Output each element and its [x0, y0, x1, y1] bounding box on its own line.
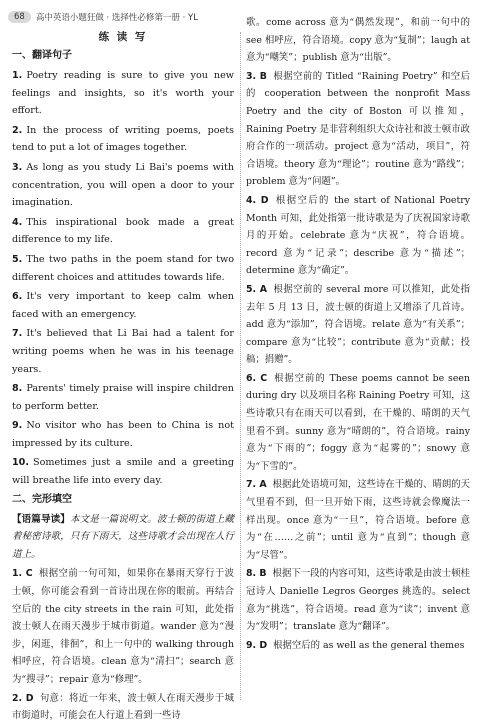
passage-guide [12, 511, 234, 564]
page-number-badge: 68 [8, 11, 31, 23]
sentence-item: 10. Sometimes just a smile and a greeting will breathe life into every day. [12, 457, 234, 487]
sentence-item: 8. Parents' timely praise will inspire children to perform better. [12, 383, 234, 412]
page-header [8, 8, 198, 26]
guide-text: 本文是一篇说明文。波士顿的街道上藏着秘密诗歌，只有下雨天，这些诗歌才会出现在人行道上。 [12, 513, 235, 560]
guide-tag: 【语篇导读】 [12, 513, 70, 525]
sentence-item: 1. Poetry reading is sure to give you new feelings and insights, so it's worth your effort. [12, 70, 234, 117]
answer-explanation: 歌。come across 意为“偶然发现”，和前一句中的 see 相呼应，符合语境。copy 意为“复制”；laugh at 意为“嘲笑”；publish 意为“出版”。 [246, 17, 470, 64]
answer-explanation: 2. D 句意：将近一年来，波士顿人在雨天漫步于城市街道时，可能会在人行道上看到一些诗 [12, 692, 234, 722]
book-title: 高中英语小题狂做 · 选择性必修第一册 · YL [35, 13, 198, 23]
answer-explanation: 7. A 根据此处语境可知，这些诗在干燥的、晴朗的天气里看不到，但一旦开始下雨，这些诗就会像魔法一样出现。once 意为“一旦”，符合语境。before 意为“在……之前”；until 意为“直到”；though 意为“尽管”。 [246, 479, 470, 561]
sentence-item: 6. It's very important to keep calm when faced with an emergency. [12, 291, 234, 320]
section-cloze-title: 二、完形填空 [12, 493, 72, 505]
right-column [246, 14, 470, 655]
answer-explanation: 3. B 根据空前的 Titled “Raining Poetry” 和空后的 cooperation between the nonprofit Mass Poetry and the city of Boston 可以推知，Raining Poetry 是非营利组织大众诗社和波士顿市政府合作的一项活动。project 意为“活动，项目”，符合语境。theory 意为“理论”；routine 意为“路线”；problem 意为“问题”。 [246, 70, 470, 188]
column-divider [240, 32, 241, 700]
answer-explanation: 4. D 根据空后的 the start of National Poetry Month 可知，此处指第一批诗歌是为了庆祝国家诗歌月的开始。celebrate 意为“庆祝”，符合语境。record 意为“记录”；describe 意为“描述”；determine 意为“确定”。 [246, 194, 470, 277]
sentence-item: 7. It's believed that Li Bai had a talent for writing poems when he was in his teenage years. [12, 328, 234, 375]
sentence-item: 4. This inspirational book made a great difference to my life. [12, 216, 234, 246]
left-column [12, 30, 234, 726]
sentence-item: 2. In the process of writing poems, poets tend to put a lot of images together. [12, 124, 234, 154]
answer-explanation: 6. C 根据空前的 These poems cannot be seen during dry 以及项目名称 Raining Poetry 可知，这些诗歌只有在雨天可以看到，在干燥的、晴朗的天气里看不到。sunny 意为“晴朗的”，符合语境。rainy 意为“下雨的”；foggy 意为“起雾的”；snowy 意为“下雪的”。 [246, 372, 470, 472]
answer-explanation: 9. D 根据空后的 as well as the general themes [246, 639, 465, 651]
answer-explanation: 8. B 根据下一段的内容可知，这些诗歌是由波士顿桂冠诗人 Danielle Legros Georges 挑选的。select 意为“挑选”，符合语境。read 意为“读”；invent 意为“发明”；translate 意为“翻译”。 [246, 568, 470, 633]
answer-explanation: 1. C 根据空前一句可知，如果你在暴雨天穿行于波士顿，你可能会看到一首诗出现在你的眼前。再结合空后的 the city streets in the rain 可知，此处指波士顿人在雨天漫步于城市街道。wander 意为“漫步，闲逛，徘徊”，和上一句中的 walking through 相呼应，符合语境。clean 意为“清扫”；search 意为“搜寻”；repair 意为“修理”。 [12, 568, 234, 685]
answer-explanation: 5. A 根据空前的 several more 可以推知，此处指去年 5 月 13 日，波士顿的街道上又增添了几首诗。add 意为“添加”，符合语境。relate 意为“有关系”；compare 意为“比较”；contribute 意为“贡献；投稿；捐赠”。 [246, 283, 470, 366]
section-translation-title: 一、翻译句子 [12, 50, 72, 61]
sentence-item: 9. No visitor who has been to China is not impressed by its culture. [12, 420, 234, 449]
sentence-list [12, 67, 234, 490]
sentence-item: 5. The two paths in the poem stand for two different choices and attitudes towards life. [12, 253, 234, 283]
exercise-heading: 练 读 写 [98, 31, 148, 43]
sentence-item: 3. As long as you study Li Bai's poems with concentration, you will open a door to your imagination. [12, 161, 234, 209]
